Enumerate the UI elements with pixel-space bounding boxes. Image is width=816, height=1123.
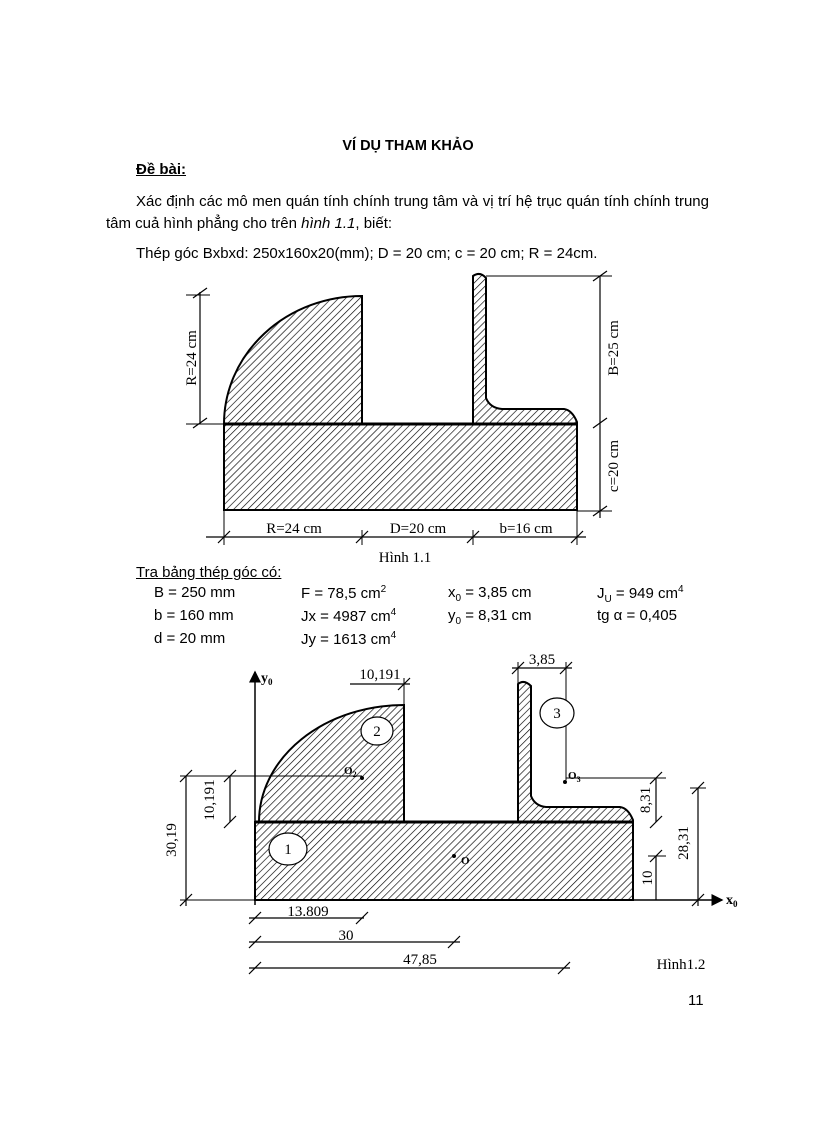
fig2-dim-right-2831: 28,31	[676, 826, 692, 860]
fig2-point-O3	[568, 770, 581, 784]
table-Jy-sup: 4	[390, 630, 397, 641]
axis-x-text: x	[726, 893, 733, 908]
fig2-O3-letter: O	[568, 770, 577, 782]
axis-x-sub: 0	[733, 899, 738, 909]
fig1-dim-R-bottom: R=24 cm	[266, 521, 322, 537]
fig1-dim-R-vertical: R=24 cm	[184, 330, 200, 386]
table-x0-a: x	[448, 584, 456, 601]
fig2-dim-left-3019: 30,19	[164, 823, 180, 857]
fig2-label-1: 1	[284, 842, 292, 858]
axis-x-label	[726, 893, 738, 909]
fig2-angle-steel	[518, 682, 633, 822]
table-Ju-sup: 4	[678, 584, 684, 595]
statement-text: Xác định các mô men quán tính chính trung tâm và vị trí hệ trục quán tính chính trung tâm cuả hình phẳng cho trên	[106, 193, 709, 232]
fig2-O2-letter: O	[344, 765, 353, 777]
fig2-rectangle	[255, 822, 633, 900]
table-d: d = 20 mm	[154, 630, 226, 647]
table-y0-b: = 8,31 cm	[461, 607, 532, 624]
statement-figure-ref: hình 1.1	[301, 215, 356, 232]
fig2-O2-sub: 2	[352, 770, 357, 779]
table-Jx-text: Jx = 4987 cm	[301, 608, 391, 625]
table-x0-sub: 0	[455, 593, 462, 604]
fig2-dim-top-quarter: 10,191	[359, 667, 401, 683]
fig2-dim-right-831: 8,31	[638, 786, 654, 814]
fig1-dim-c: c=20 cm	[606, 439, 622, 493]
table-Jx-sup: 4	[390, 607, 397, 618]
table-Ju-b: = 949 cm	[611, 585, 679, 602]
statement-tail: , biết:	[355, 215, 393, 232]
fig1-dim-B: B=25 cm	[606, 320, 622, 376]
fig2-dim-left-10191: 10,191	[202, 779, 218, 821]
table-heading: Tra bảng thép góc có:	[136, 564, 282, 581]
fig2-O3-sub: 3	[576, 775, 581, 784]
given-data: Thép góc Bxbxd: 250x160x20(mm); D = 20 cm; c = 20 cm; R = 24cm.	[136, 245, 598, 262]
page-number: 11	[688, 992, 704, 1009]
axis-y-text: y	[261, 671, 268, 686]
problem-heading: Đề bài:	[136, 161, 187, 178]
table-b: b = 160 mm	[154, 607, 234, 624]
table-tg: tg α = 0,405	[597, 607, 677, 624]
table-Ju-a: J	[597, 585, 605, 602]
fig2-dim-bottom-13809: 13.809	[287, 904, 329, 920]
fig1-dim-D: D=20 cm	[389, 521, 447, 537]
table-Jy-text: Jy = 1613 cm	[301, 631, 391, 648]
table-B: B = 250 mm	[154, 584, 236, 601]
table-y0-sub: 0	[455, 616, 462, 627]
table-y0-a: y	[448, 607, 456, 624]
fig2-dim-bottom-4785: 47,85	[403, 952, 437, 968]
fig2-dim-top-angle: 3,85	[528, 652, 556, 668]
fig2-label-2: 2	[373, 724, 381, 740]
fig1-dim-b: b=16 cm	[499, 521, 553, 537]
table-Ju-sub: U	[604, 594, 612, 605]
page-title: VÍ DỤ THAM KHẢO	[342, 138, 474, 154]
fig2-caption: Hình1.2	[656, 957, 706, 973]
fig2-label-3: 3	[553, 706, 561, 722]
axis-y-label	[261, 671, 273, 687]
fig2-dim-bottom-30: 30	[338, 928, 354, 944]
table-F-sup: 2	[380, 584, 387, 595]
fig1-caption: Hình 1.1	[378, 550, 432, 566]
table-x0-b: = 3,85 cm	[461, 584, 532, 601]
axis-y-sub: 0	[268, 677, 273, 687]
fig2-point-O: O	[461, 855, 470, 867]
table-F-text: F = 78,5 cm	[301, 585, 381, 602]
fig2-dim-right-10: 10	[640, 870, 656, 886]
